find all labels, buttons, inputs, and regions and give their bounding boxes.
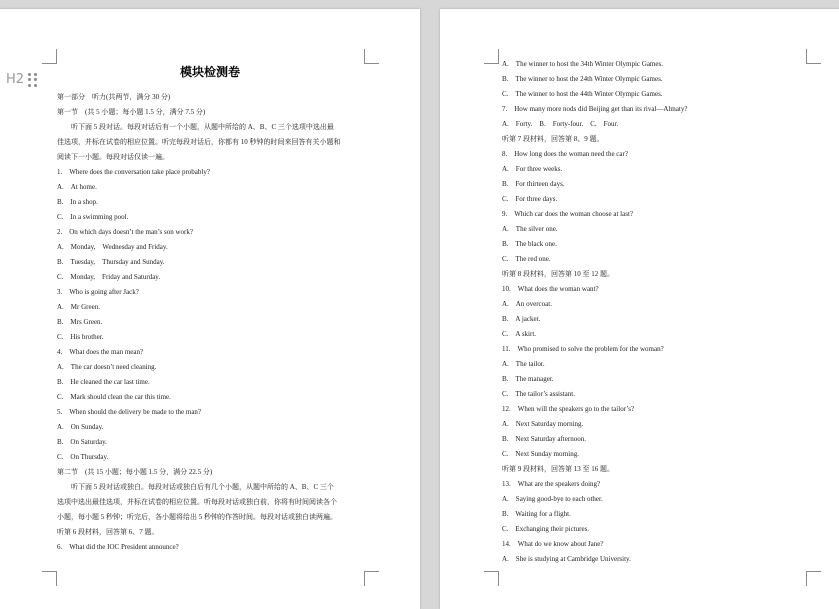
text-line: A. Forty. B. Forty-four. C. Four. xyxy=(502,120,619,128)
text-line: 听下面 5 段对话或独白。每段对话或独白后有几个小题，从题中所给的 A、B、C 三个 xyxy=(57,483,334,491)
text-line: B. In a shop. xyxy=(57,198,98,206)
text-line: 听下面 5 段对话。每段对话后有一个小题，从题中所给的 A、B、C 三个选项中选出最 xyxy=(57,123,334,131)
margin-corner-bottom-left xyxy=(484,571,499,586)
text-line: B. A jacket. xyxy=(502,315,541,323)
margin-corner-bottom-left xyxy=(42,571,57,586)
text-line: C. The winner to host the 44th Winter Olympic Games. xyxy=(502,90,663,98)
text-line: A. Saying good-bye to each other. xyxy=(502,495,603,503)
margin-corner-top-right xyxy=(806,49,821,64)
text-line: 6. What did the IOC President announce? xyxy=(57,543,179,551)
text-line: 选项中选出最佳选项，并标在试卷的相应位置。听每段对话或独白前，你将有时间阅读各个 xyxy=(57,498,337,506)
text-line: 2. On which days doesn’t the man’s son work? xyxy=(57,228,193,236)
text-line: C. Next Sunday morning. xyxy=(502,450,579,458)
text-line: 13. What are the speakers doing? xyxy=(502,480,601,488)
page-title: 模块检测卷 xyxy=(179,65,240,79)
text-line: C. A skirt. xyxy=(502,330,537,338)
text-line: 9. Which car does the woman choose at last? xyxy=(502,210,634,218)
text-line: A. An overcoat. xyxy=(502,300,552,308)
text-line: C. Monday, Friday and Saturday. xyxy=(57,273,161,281)
text-line: B. The black one. xyxy=(502,240,557,248)
text-line: B. The winner to host the 24th Winter Olympic Games. xyxy=(502,75,663,83)
text-line: A. She is studying at Cambridge University. xyxy=(502,555,631,563)
text-line: C. The red one. xyxy=(502,255,551,263)
margin-corner-top-left xyxy=(42,49,57,64)
text-line: A. The car doesn’t need cleaning. xyxy=(57,363,157,371)
text-line: 听第 9 段材料，回答第 13 至 16 题。 xyxy=(502,465,614,473)
text-line: A. For three weeks. xyxy=(502,165,563,173)
text-line: 阅读下一小题。每段对话仅读一遍。 xyxy=(57,153,169,161)
text-line: 第一节 (共 5 小题；每小题 1.5 分，满分 7.5 分) xyxy=(57,108,206,116)
margin-corner-top-left xyxy=(484,49,499,64)
margin-corner-bottom-right xyxy=(806,571,821,586)
text-line: A. At home. xyxy=(57,183,97,191)
text-line: B. Tuesday, Thursday and Sunday. xyxy=(57,258,165,266)
text-line: 5. When should the delivery be made to the man? xyxy=(57,408,202,416)
text-line: A. The winner to host the 34th Winter Olympic Games. xyxy=(502,60,663,68)
text-line: B. Mrs Green. xyxy=(57,318,103,326)
margin-corner-bottom-right xyxy=(364,571,379,586)
text-line: 听第 6 段材料，回答第 6、7 题。 xyxy=(57,528,159,536)
text-line: 第一部分 听力(共两节，满分 30 分) xyxy=(57,93,171,101)
text-line: A. The tailor. xyxy=(502,360,545,368)
text-line: A. The silver one. xyxy=(502,225,558,233)
heading-level-tag[interactable]: H2 xyxy=(6,72,25,87)
text-line: 听第 7 段材料，回答第 8、9 题。 xyxy=(502,135,604,143)
text-line: B. On Saturday. xyxy=(57,438,107,446)
text-line: B. Next Saturday afternoon. xyxy=(502,435,586,443)
text-line: 3. Who is going after Jack? xyxy=(57,288,139,296)
text-line: 佳选项，并标在试卷的相应位置。听完每段对话后，你都有 10 秒钟的时间来回答有关小题和 xyxy=(57,138,341,146)
text-line: A. Next Saturday morning. xyxy=(502,420,584,428)
text-line: 8. How long does the woman need the car? xyxy=(502,150,628,158)
text-line: 第二节 (共 15 小题；每小题 1.5 分，满分 22.5 分) xyxy=(57,468,213,476)
margin-corner-top-right xyxy=(364,49,379,64)
text-line: C. Exchanging their pictures. xyxy=(502,525,590,533)
text-line: A. Monday, Wednesday and Friday. xyxy=(57,243,168,251)
text-line: 14. What do we know about Jane? xyxy=(502,540,604,548)
text-line: A. Mr Green. xyxy=(57,303,100,311)
text-line: A. On Sunday. xyxy=(57,423,104,431)
text-line: B. For thirteen days. xyxy=(502,180,565,188)
text-line: 7. How many more nods did Beijing get than its rival—Almaty? xyxy=(502,105,688,113)
text-line: 听第 8 段材料，回答第 10 至 12 题。 xyxy=(502,270,614,278)
text-line: C. For three days. xyxy=(502,195,558,203)
text-line: B. Waiting for a flight. xyxy=(502,510,571,518)
text-line: 小题，每小题 5 秒钟；听完后，各小题将给出 5 秒钟的作答时间。每段对话或独白读两遍。 xyxy=(57,513,337,521)
text-line: 10. What does the woman want? xyxy=(502,285,599,293)
text-line: C. On Thursday. xyxy=(57,453,109,461)
text-line: C. The tailor’s assistant. xyxy=(502,390,575,398)
left-page-text xyxy=(57,90,377,555)
text-line: 11. Who promised to solve the problem for the woman? xyxy=(502,345,664,353)
text-line: C. In a swimming pool. xyxy=(57,213,129,221)
text-line: B. The manager. xyxy=(502,375,554,383)
text-line: B. He cleaned the car last time. xyxy=(57,378,150,386)
text-line: C. Mark should clean the car this time. xyxy=(57,393,171,401)
text-line: 12. When will the speakers go to the tailor’s? xyxy=(502,405,635,413)
text-line: C. His brother. xyxy=(57,333,104,341)
right-page-text xyxy=(502,57,802,567)
text-line: 1. Where does the conversation take place probably? xyxy=(57,168,210,176)
text-line: 4. What does the man mean? xyxy=(57,348,144,356)
